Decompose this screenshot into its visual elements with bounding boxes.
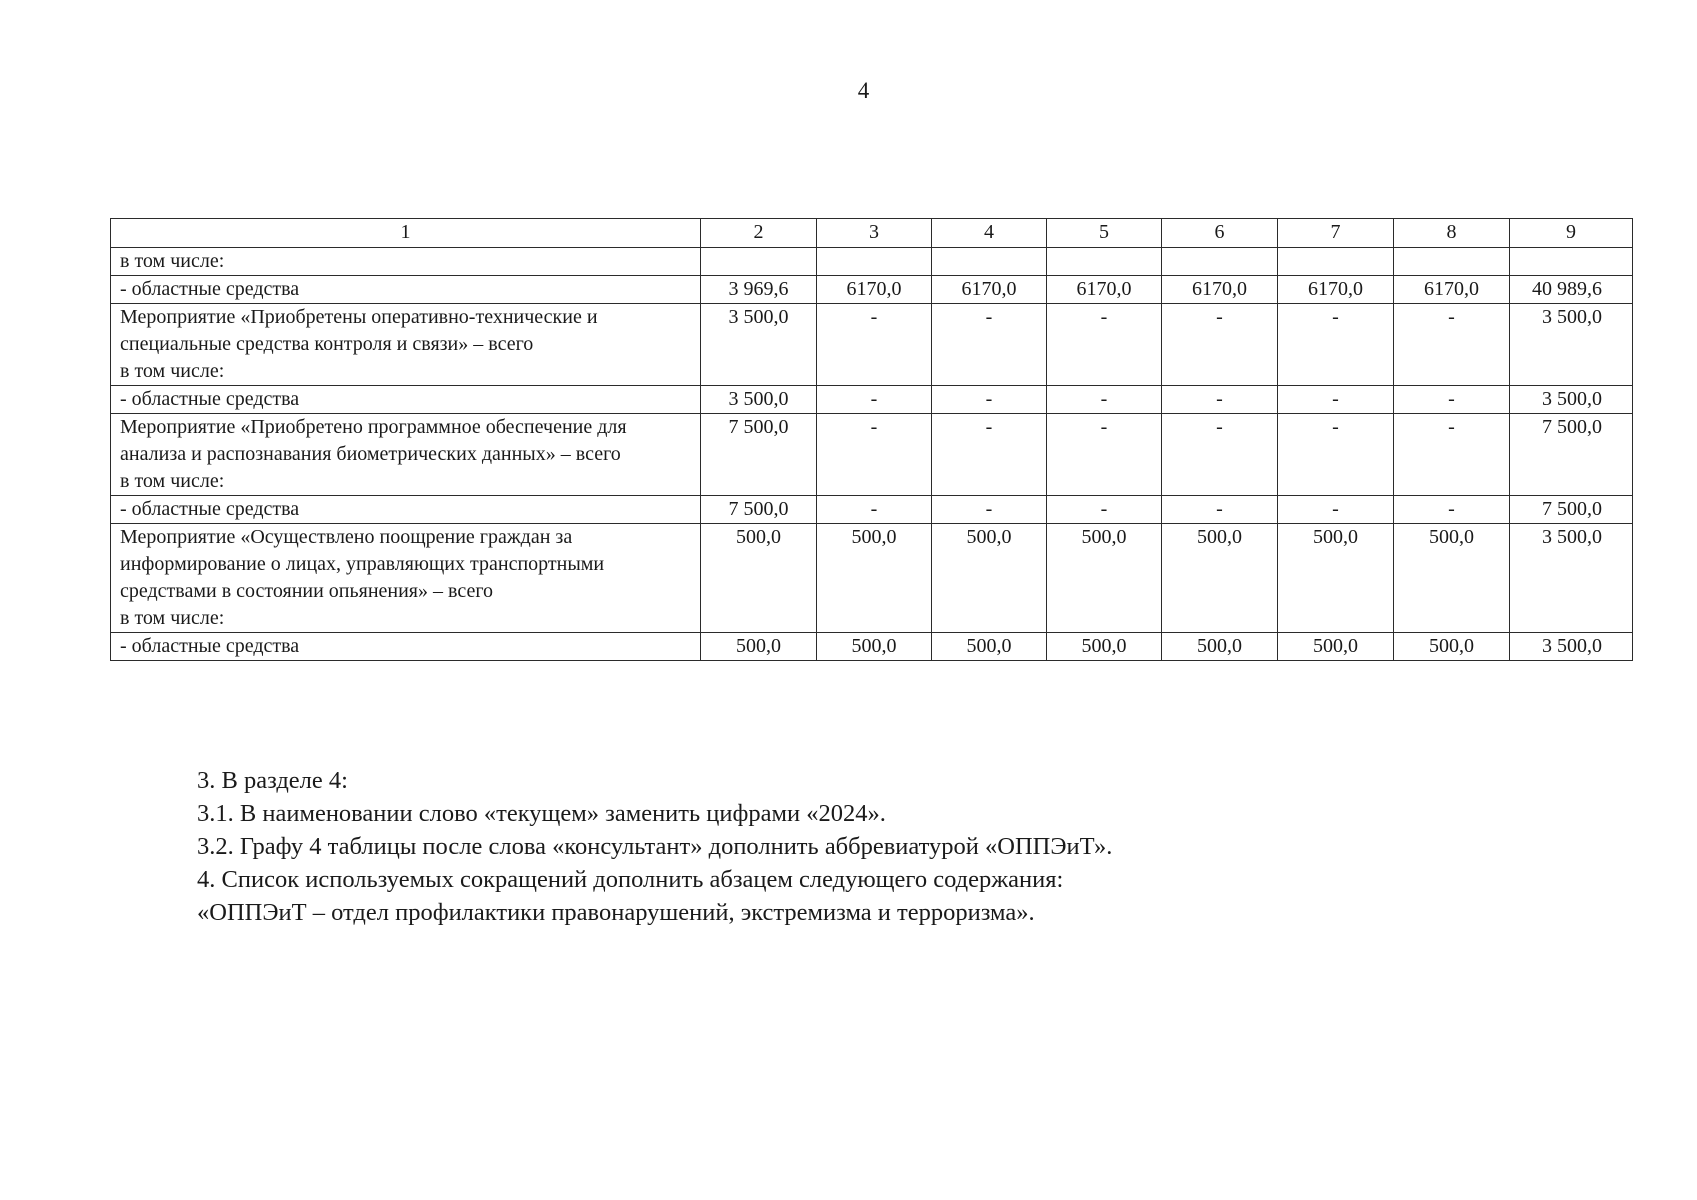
table-cell: 6170,0 [1278,276,1394,304]
table-cell: - [1162,496,1278,524]
row-label-line: в том числе: [120,470,225,492]
row-label-line: - областные средства [120,388,300,410]
table-cell: - [1162,386,1278,414]
table-row [111,524,1633,633]
row-label-line: в том числе: [120,607,225,629]
table-cell: 6170,0 [817,276,932,304]
table-row [111,414,1633,496]
budget-table-body [111,219,1633,661]
paragraph: 3. В разделе 4: [197,767,348,794]
table-cell [1278,248,1394,276]
table-cell: 6170,0 [1047,276,1162,304]
table-cell: - [817,414,932,496]
column-header: 5 [1047,219,1162,248]
table-header-row [111,219,1633,248]
table-cell: 500,0 [1278,524,1394,633]
budget-table [110,218,1633,661]
table-cell [1510,248,1633,276]
table-cell: 6170,0 [1394,276,1510,304]
paragraph: 3.2. Графу 4 таблицы после слова «консультант» дополнить аббревиатурой «ОППЭиТ». [197,833,1113,860]
table-cell: - [1047,414,1162,496]
table-cell [1162,248,1278,276]
table-cell: - [817,496,932,524]
page-number: 4 [857,78,870,103]
table-cell: 500,0 [1394,633,1510,661]
row-label-line: в том числе: [120,360,225,382]
table-row [111,276,1633,304]
table-cell [1047,248,1162,276]
table-cell [701,248,817,276]
table-cell: 500,0 [1394,524,1510,633]
table-cell: 500,0 [1162,633,1278,661]
table-cell: - [1278,496,1394,524]
column-header: 4 [932,219,1047,248]
row-label-line: Мероприятие «Приобретены оперативно-технические и специальные средства контроля и связи» – всего [120,306,598,355]
table-cell: - [1047,496,1162,524]
paragraph: 3.1. В наименовании слово «текущем» заменить цифрами «2024». [197,800,886,827]
column-header: 7 [1278,219,1394,248]
table-cell: - [932,304,1047,386]
table-row [111,304,1633,386]
row-label-line: Мероприятие «Приобретено программное обеспечение для анализа и распознавания биометрических данных» – всего [120,416,627,465]
column-header: 9 [1510,219,1633,248]
table-cell: 3 500,0 [701,386,817,414]
table-cell: - [932,414,1047,496]
amendment-text [197,764,1597,929]
table-cell: - [1278,414,1394,496]
table-cell: - [817,386,932,414]
table-cell: 500,0 [932,524,1047,633]
table-cell: - [932,496,1047,524]
table-cell: - [1162,414,1278,496]
table-row [111,386,1633,414]
table-cell: 3 500,0 [701,304,817,386]
table-cell: 3 500,0 [1510,304,1633,386]
row-label [111,633,701,661]
row-label [111,524,701,633]
row-label [111,276,701,304]
table-cell: 500,0 [817,524,932,633]
row-label-line: - областные средства [120,635,300,657]
table-row [111,633,1633,661]
table-cell: - [1047,386,1162,414]
table-cell: - [1047,304,1162,386]
table-cell: 500,0 [1278,633,1394,661]
row-label [111,304,701,386]
paragraph: 4. Список используемых сокращений дополнить абзацем следующего содержания: [197,866,1064,893]
row-label [111,414,701,496]
table-cell: 500,0 [1047,524,1162,633]
table-cell: 500,0 [1162,524,1278,633]
table-cell: 7 500,0 [1510,496,1633,524]
table-cell: 500,0 [817,633,932,661]
row-label-line: Мероприятие «Осуществлено поощрение граждан за информирование о лицах, управляющих транспортными средствами в состоянии опьянения» – всего [120,526,605,602]
table-cell: 500,0 [701,633,817,661]
table-cell: - [1278,304,1394,386]
row-label-line: - областные средства [120,498,300,520]
column-header: 3 [817,219,932,248]
table-cell: 6170,0 [932,276,1047,304]
table-cell: 3 500,0 [1510,524,1633,633]
table-cell: 500,0 [1047,633,1162,661]
column-header: 2 [701,219,817,248]
table-cell: - [1394,496,1510,524]
table-cell: 500,0 [932,633,1047,661]
table-cell: - [1162,304,1278,386]
column-header: 6 [1162,219,1278,248]
table-cell: 3 500,0 [1510,386,1633,414]
table-cell [1394,248,1510,276]
table-cell: 7 500,0 [701,414,817,496]
row-label-line: в том числе: [120,250,225,272]
table-cell: - [932,386,1047,414]
table-cell: 500,0 [701,524,817,633]
table-cell: 6170,0 [1162,276,1278,304]
table-row [111,248,1633,276]
paragraph: «ОППЭиТ – отдел профилактики правонарушений, экстремизма и терроризма». [197,899,1035,926]
table-cell: 40 989,6 [1510,276,1633,304]
table-cell: 3 969,6 [701,276,817,304]
row-label [111,386,701,414]
row-label [111,496,701,524]
table-cell: - [817,304,932,386]
table-row [111,496,1633,524]
table-cell: 7 500,0 [1510,414,1633,496]
row-label-line: - областные средства [120,278,300,300]
table-cell: 3 500,0 [1510,633,1633,661]
table-cell: - [1394,414,1510,496]
table-cell [817,248,932,276]
table-cell [932,248,1047,276]
row-label [111,248,701,276]
table-cell: - [1394,386,1510,414]
table-cell: 7 500,0 [701,496,817,524]
table-cell: - [1394,304,1510,386]
column-header: 1 [111,219,701,248]
column-header: 8 [1394,219,1510,248]
table-cell: - [1278,386,1394,414]
